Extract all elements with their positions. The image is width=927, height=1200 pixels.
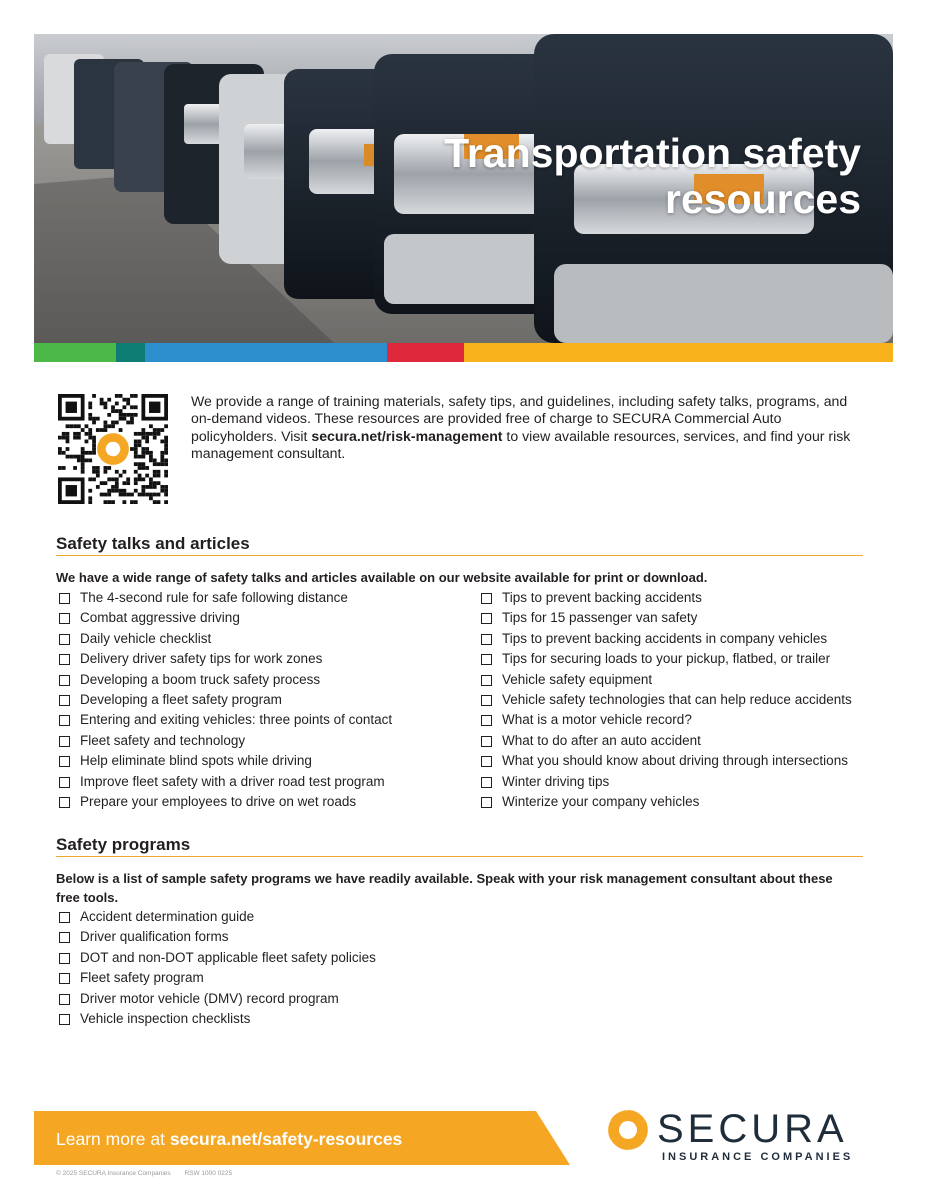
checkbox-icon[interactable] bbox=[481, 675, 492, 686]
color-stripe-segment bbox=[387, 343, 464, 362]
list-item-label: Entering and exiting vehicles: three points of contact bbox=[80, 712, 393, 728]
list-item bbox=[478, 649, 852, 669]
checkbox-icon[interactable] bbox=[59, 654, 70, 665]
checkbox-icon[interactable] bbox=[481, 797, 492, 808]
list-item bbox=[478, 731, 852, 751]
list-item-label: DOT and non-DOT applicable fleet safety policies bbox=[80, 949, 376, 965]
list-item-label: What to do after an auto accident bbox=[502, 732, 701, 748]
safety-programs-list bbox=[56, 907, 376, 1029]
list-item bbox=[478, 588, 852, 608]
checkbox-icon[interactable] bbox=[481, 593, 492, 604]
risk-management-link[interactable]: secura.net/risk-management bbox=[311, 427, 503, 444]
checkbox-icon[interactable] bbox=[59, 912, 70, 923]
color-stripe-segment bbox=[145, 343, 387, 362]
checkbox-icon[interactable] bbox=[59, 932, 70, 943]
safety-resources-link[interactable]: secura.net/safety-resources bbox=[169, 1129, 403, 1149]
list-item-label: Tips to prevent backing accidents in company vehicles bbox=[502, 630, 828, 646]
checkbox-icon[interactable] bbox=[59, 973, 70, 984]
checkbox-icon[interactable] bbox=[59, 777, 70, 788]
color-stripe-bar bbox=[34, 343, 893, 362]
list-item-label: Daily vehicle checklist bbox=[80, 630, 212, 646]
list-item-label: What is a motor vehicle record? bbox=[502, 712, 692, 728]
checkbox-icon[interactable] bbox=[481, 613, 492, 624]
list-item-label: Developing a fleet safety program bbox=[80, 691, 282, 707]
list-item bbox=[56, 629, 392, 649]
list-item bbox=[478, 670, 852, 690]
color-stripe-segment bbox=[464, 343, 893, 362]
safety-programs-lead: Below is a list of sample safety programs we have readily available. Speak with your risk management consultant about these free tools. bbox=[56, 871, 833, 905]
secura-logo-subtitle: INSURANCE COMPANIES bbox=[662, 1151, 854, 1163]
list-item bbox=[56, 989, 376, 1009]
list-item bbox=[56, 927, 376, 947]
checkbox-icon[interactable] bbox=[59, 593, 70, 604]
list-item bbox=[478, 608, 852, 628]
section-divider bbox=[56, 856, 863, 857]
safety-talks-lead: We have a wide range of safety talks and articles available on our website available for print or download. bbox=[56, 570, 708, 585]
list-item bbox=[56, 751, 392, 771]
list-item-label: Fleet safety program bbox=[80, 970, 204, 986]
checkbox-icon[interactable] bbox=[481, 715, 492, 726]
checkbox-icon[interactable] bbox=[59, 953, 70, 964]
fineprint bbox=[56, 1170, 244, 1177]
list-item bbox=[56, 608, 392, 628]
list-item bbox=[478, 792, 852, 812]
list-item-label: Improve fleet safety with a driver road test program bbox=[80, 773, 385, 789]
list-item-label: Vehicle inspection checklists bbox=[80, 1010, 251, 1026]
copyright-text: © 2025 SECURA Insurance Companies bbox=[56, 1170, 171, 1177]
section-divider bbox=[56, 555, 863, 556]
checkbox-icon[interactable] bbox=[59, 634, 70, 645]
checkbox-icon[interactable] bbox=[59, 715, 70, 726]
list-item bbox=[478, 629, 852, 649]
list-item-label: Driver motor vehicle (DMV) record program bbox=[80, 990, 339, 1006]
list-item bbox=[478, 751, 852, 771]
checkbox-icon[interactable] bbox=[59, 695, 70, 706]
checkbox-icon[interactable] bbox=[481, 736, 492, 747]
checkbox-icon[interactable] bbox=[59, 1014, 70, 1025]
list-item-label: Winterize your company vehicles bbox=[502, 793, 700, 809]
checkbox-icon[interactable] bbox=[59, 994, 70, 1005]
list-item bbox=[478, 772, 852, 792]
list-item bbox=[56, 710, 392, 730]
list-item bbox=[478, 690, 852, 710]
list-item bbox=[56, 670, 392, 690]
list-item-label: Help eliminate blind spots while driving bbox=[80, 753, 312, 769]
list-item bbox=[56, 907, 376, 927]
checkbox-icon[interactable] bbox=[481, 654, 492, 665]
safety-talks-heading: Safety talks and articles bbox=[56, 534, 250, 553]
list-item-label: Accident determination guide bbox=[80, 909, 255, 924]
list-item bbox=[56, 731, 392, 751]
qr-code-icon[interactable] bbox=[58, 394, 168, 504]
list-item-label: Developing a boom truck safety process bbox=[80, 671, 321, 687]
checkbox-icon[interactable] bbox=[59, 797, 70, 808]
list-item-label: Delivery driver safety tips for work zones bbox=[80, 651, 323, 667]
checkbox-icon[interactable] bbox=[481, 756, 492, 767]
page-title: Transportation safety resources bbox=[444, 130, 861, 222]
list-item-label: Vehicle safety equipment bbox=[502, 671, 653, 687]
list-item bbox=[56, 649, 392, 669]
secura-logo-wordmark: SECURA bbox=[657, 1107, 848, 1151]
safety-programs-heading: Safety programs bbox=[56, 835, 191, 854]
list-item-label: The 4-second rule for safe following distance bbox=[80, 590, 348, 605]
list-item-label: Driver qualification forms bbox=[80, 929, 229, 945]
checkbox-icon[interactable] bbox=[59, 736, 70, 747]
color-stripe-segment bbox=[34, 343, 116, 362]
intro-text: We provide a range of training materials, safety tips, and guidelines, including safety talks, programs, and on-demand videos. These resources are provided free of charge to SECURA Commercial Auto policyholders. Visit bbox=[191, 393, 848, 444]
list-item-label: Prepare your employees to drive on wet roads bbox=[80, 793, 357, 809]
safety-talks-list-left bbox=[56, 588, 392, 812]
checkbox-icon[interactable] bbox=[481, 777, 492, 788]
safety-talks-list-right bbox=[478, 588, 852, 812]
list-item-label: Winter driving tips bbox=[502, 773, 610, 789]
list-item bbox=[56, 772, 392, 792]
list-item-label: Tips to prevent backing accidents bbox=[502, 590, 702, 605]
secura-logo-icon bbox=[606, 1108, 650, 1152]
list-item-label: Tips for 15 passenger van safety bbox=[502, 610, 698, 626]
checkbox-icon[interactable] bbox=[481, 634, 492, 645]
checkbox-icon[interactable] bbox=[59, 613, 70, 624]
list-item bbox=[56, 1009, 376, 1029]
list-item bbox=[478, 710, 852, 730]
list-item-label: Tips for securing loads to your pickup, flatbed, or trailer bbox=[502, 651, 831, 667]
list-item bbox=[56, 948, 376, 968]
footer-learn-more bbox=[56, 1129, 402, 1150]
list-item-label: Vehicle safety technologies that can help reduce accidents bbox=[502, 691, 852, 707]
list-item bbox=[56, 792, 392, 812]
list-item-label: Combat aggressive driving bbox=[80, 610, 240, 626]
intro-paragraph bbox=[191, 393, 851, 462]
list-item bbox=[56, 588, 392, 608]
list-item-label: Fleet safety and technology bbox=[80, 732, 246, 748]
document-code: RSW 1000 0225 bbox=[184, 1170, 233, 1177]
list-item-label: What you should know about driving through intersections bbox=[502, 753, 848, 769]
hero-banner bbox=[34, 34, 893, 343]
list-item bbox=[56, 690, 392, 710]
intro-text-end: to view available resources, services, and find your risk management consultant. bbox=[191, 427, 851, 461]
color-stripe-segment bbox=[116, 343, 145, 362]
footer-text: Learn more at bbox=[56, 1129, 170, 1149]
checkbox-icon[interactable] bbox=[481, 695, 492, 706]
list-item bbox=[56, 968, 376, 988]
checkbox-icon[interactable] bbox=[59, 675, 70, 686]
checkbox-icon[interactable] bbox=[59, 756, 70, 767]
